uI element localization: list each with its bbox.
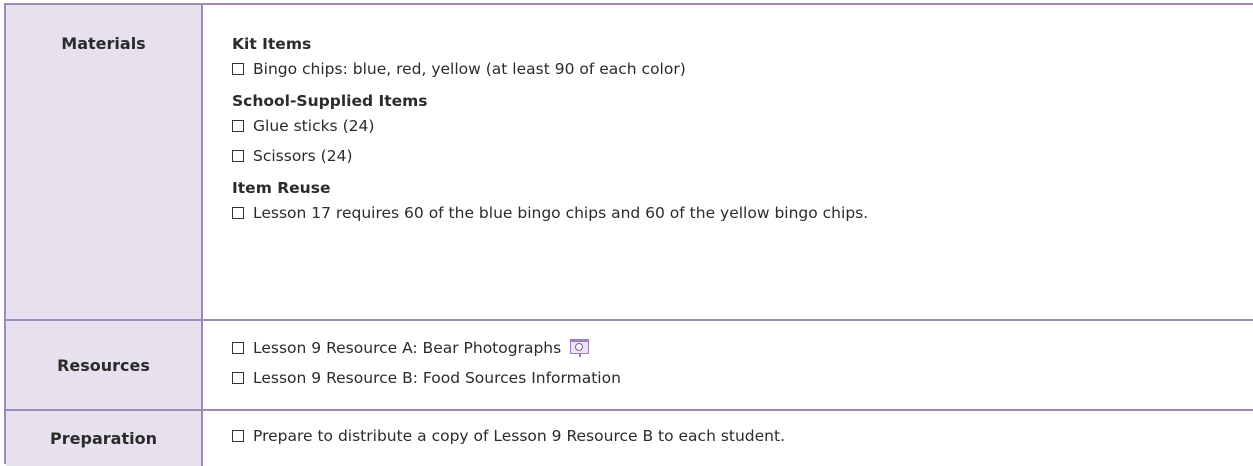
checkbox[interactable] — [232, 150, 244, 162]
resources-row — [6, 321, 1253, 411]
checklist-item — [232, 426, 1253, 446]
school-supplied-items-heading: School-Supplied Items — [232, 92, 428, 110]
preparation-row — [6, 411, 1253, 466]
checkbox[interactable] — [232, 372, 244, 384]
item-reuse-section — [232, 178, 1253, 223]
checklist-item-text: Prepare to distribute a copy of Lesson 9 Resource B to each student. — [253, 427, 785, 445]
checklist-item-text: Glue sticks (24) — [253, 117, 375, 135]
projector-stand — [579, 354, 581, 357]
materials-content — [203, 5, 1253, 319]
checklist-item — [232, 368, 1253, 388]
projector-lens — [575, 343, 583, 351]
resources-label-cell — [6, 321, 203, 409]
resources-label: Resources — [57, 355, 150, 375]
checklist-item-text: Scissors (24) — [253, 147, 353, 165]
preparation-content — [203, 411, 1253, 466]
materials-label-cell — [6, 5, 203, 319]
checklist-item-text: Bingo chips: blue, red, yellow (at least 90 of each color) — [253, 60, 686, 78]
resource-link[interactable]: Lesson 9 Resource A: Bear Photographs — [253, 339, 562, 357]
projector-icon[interactable] — [570, 340, 589, 357]
kit-items-heading: Kit Items — [232, 35, 312, 53]
checkbox[interactable] — [232, 63, 244, 75]
kit-items-section — [232, 34, 1253, 79]
checkbox[interactable] — [232, 207, 244, 219]
materials-row — [6, 5, 1253, 321]
checklist-item — [232, 203, 1253, 223]
preparation-label: Preparation — [50, 429, 157, 448]
checkbox[interactable] — [232, 342, 244, 354]
checklist-item — [232, 338, 1253, 358]
resource-link[interactable]: Lesson 9 Resource B: Food Sources Information — [253, 369, 621, 387]
preparation-label-cell — [6, 411, 203, 466]
checklist-item — [232, 116, 1253, 136]
materials-table — [4, 3, 1253, 464]
checklist-item — [232, 146, 1253, 166]
resources-content — [203, 321, 1253, 409]
checkbox[interactable] — [232, 430, 244, 442]
item-reuse-heading: Item Reuse — [232, 179, 331, 197]
materials-label: Materials — [61, 34, 146, 53]
checklist-item-text: Lesson 17 requires 60 of the blue bingo chips and 60 of the yellow bingo chips. — [253, 204, 869, 222]
school-supplied-items-section — [232, 91, 1253, 166]
checklist-item — [232, 59, 1253, 79]
checkbox[interactable] — [232, 120, 244, 132]
